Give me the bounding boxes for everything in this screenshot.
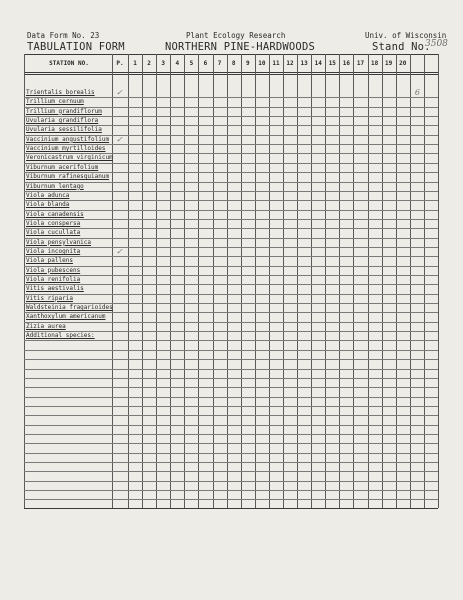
species-label: Viola cucullata (26, 229, 81, 237)
species-label: Viola canadensis (26, 210, 84, 218)
row-rule (24, 406, 438, 407)
species-label: Trillium cernuum (26, 98, 84, 106)
row-rule (24, 453, 438, 454)
community-title: NORTHERN PINE-HARDWOODS (165, 41, 315, 53)
station-number-header: 1 (133, 60, 137, 67)
station-header: STATION NO. (49, 60, 89, 67)
column-rule (339, 54, 340, 508)
row-rule (24, 210, 438, 211)
species-label: Viola conspersa (26, 219, 81, 227)
presence-mark: ✓ (116, 88, 123, 97)
row-rule (24, 387, 438, 388)
row-rule (24, 397, 438, 398)
species-label: Vitis riparia (26, 294, 73, 302)
row-rule (24, 247, 438, 248)
row-rule (24, 191, 438, 192)
row-rule (24, 378, 438, 379)
station-number-header: 8 (231, 60, 236, 67)
species-label: Veronicastrum virginicum (26, 154, 113, 162)
column-rule (184, 54, 185, 508)
column-rule (424, 54, 425, 508)
station-number-header: 12 (286, 60, 294, 67)
species-label: Viburnum lentago (26, 182, 84, 190)
station-number-header: 17 (356, 60, 365, 67)
species-label: Vaccinium myrtilloides (26, 145, 106, 153)
column-rule (283, 54, 284, 508)
row-rule (24, 219, 438, 220)
row-rule (24, 369, 438, 370)
stand-number: 3508 (425, 39, 448, 49)
station-number-header: 18 (370, 60, 379, 67)
station-number-header: 3 (161, 60, 166, 67)
species-label: Trillium grandiflorum (26, 107, 102, 115)
row-rule (24, 425, 438, 426)
row-rule (24, 415, 438, 416)
table-bottom-border (24, 508, 438, 509)
species-label: Viola renifolia (26, 276, 81, 283)
row-rule (24, 340, 438, 341)
species-label: Viola blanda (26, 201, 70, 209)
row-rule (24, 359, 438, 360)
stand-label: Stand No. (372, 41, 431, 53)
column-rule (325, 54, 326, 508)
column-rule (24, 54, 25, 508)
row-rule (24, 200, 438, 201)
species-label: Viola pensylvanica (26, 238, 92, 246)
column-rule (241, 54, 242, 508)
row-rule (24, 182, 438, 183)
column-rule (142, 54, 143, 508)
row-rule (24, 256, 438, 257)
station-number-header: 7 (217, 60, 222, 67)
station-number-header: 14 (314, 60, 322, 67)
presence-mark: ✓ (116, 134, 123, 144)
column-rule (128, 54, 129, 508)
column-rule (170, 54, 171, 508)
row-rule (24, 499, 438, 500)
row-rule (24, 481, 438, 482)
p-column-header: P. (116, 60, 124, 67)
column-rule (227, 54, 228, 508)
station-number-header: 10 (258, 60, 266, 67)
row-rule (24, 284, 438, 285)
form-title: TABULATION FORM (27, 41, 125, 53)
species-label: Vaccinium angustifolium (26, 135, 110, 143)
species-label: Viburnum acerifolium (26, 163, 99, 171)
station-number-header: 19 (385, 60, 393, 67)
species-label: Uvularia sessilifolia (26, 126, 102, 134)
column-rule (368, 54, 369, 508)
column-rule (410, 54, 411, 508)
species-label: Uvularia grandiflora (26, 117, 99, 125)
column-rule (396, 54, 397, 508)
column-rule (311, 54, 312, 508)
header-rule-double (24, 74, 438, 75)
column-rule (198, 54, 199, 508)
station-number-header: 15 (328, 60, 336, 67)
column-rule (112, 54, 113, 508)
column-rule (255, 54, 256, 508)
species-label: Additional species: (26, 332, 95, 340)
species-label: Viola pallens (26, 257, 73, 265)
column-rule (353, 54, 354, 508)
station-number-header: 9 (245, 60, 250, 67)
university: Univ. of Wisconsin (365, 31, 447, 40)
presence-mark: ✓ (116, 246, 123, 256)
column-rule (213, 54, 214, 508)
species-label: Viburnum rafinesquianum (26, 173, 110, 181)
station-number-header: 13 (300, 60, 308, 67)
handwritten-mark: 6 (414, 88, 420, 97)
header-rule (24, 72, 438, 73)
row-rule (24, 350, 438, 351)
row-rule (24, 490, 438, 491)
species-label: Waldsteinia fragarioides (26, 304, 113, 312)
table-top-border (24, 54, 438, 55)
species-label: Zizia aurea (26, 322, 66, 330)
column-rule (156, 54, 157, 508)
station-number-header: 20 (399, 60, 407, 67)
species-label: Viola adunca (26, 191, 70, 199)
column-rule (269, 54, 270, 508)
column-rule (382, 54, 383, 508)
column-rule (297, 54, 298, 508)
column-rule (438, 54, 439, 508)
station-number-header: 4 (175, 60, 180, 67)
species-label: Xanthoxylum americanum (26, 313, 106, 321)
species-label: Vitis aestivalis (26, 285, 84, 293)
station-number-header: 11 (272, 60, 280, 67)
organization: Plant Ecology Research (186, 31, 286, 40)
form-number: Data Form No. 23 (27, 31, 100, 40)
station-number-header: 16 (342, 60, 351, 67)
species-label: Trientalis borealis (26, 89, 95, 96)
row-rule (24, 462, 438, 463)
row-rule (24, 322, 438, 323)
row-rule (24, 443, 438, 444)
row-rule (24, 275, 438, 276)
row-rule (24, 434, 438, 435)
species-label: Viola pubescens (26, 266, 81, 274)
species-label: Viola incognita (26, 247, 81, 255)
row-rule (24, 97, 438, 98)
station-number-header: 2 (147, 60, 151, 67)
row-rule (24, 471, 438, 472)
row-rule (24, 266, 438, 267)
station-number-header: 5 (189, 60, 194, 67)
row-rule (24, 294, 438, 295)
row-rule (24, 228, 438, 229)
station-number-header: 6 (203, 60, 208, 67)
